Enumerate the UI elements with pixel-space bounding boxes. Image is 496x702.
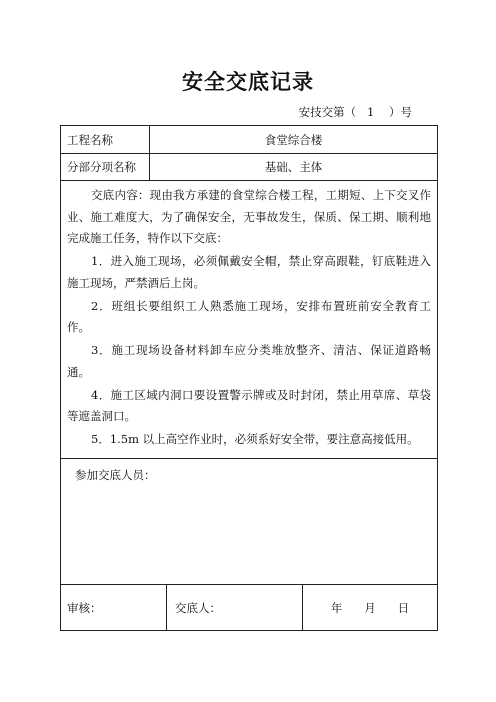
- content-intro: 交底内容：现由我方承建的食堂综合楼工程，工期短、上下交叉作业、施工难度大，为了确保安全，无事故发生，保质、保工期、顺利地完成施工任务，特作以下交底：: [67, 188, 431, 245]
- content-item-5: 5．1.5m 以上高空作业时，必须系好安全带，要注意高接低用。: [91, 432, 419, 446]
- content-row: [61, 181, 437, 459]
- disclosure-table: [60, 125, 438, 631]
- content-item-3: 3．施工现场设备材料卸车应分类堆放整齐、清洁、保证道路畅通。: [67, 343, 431, 379]
- content-item-1: 1．进入施工现场，必须佩戴安全帽，禁止穿高跟鞋，钉底鞋进入施工现场，严禁酒后上岗。: [67, 254, 431, 290]
- subproject-value: 基础、主体: [264, 160, 323, 174]
- project-name-label: 工程名称: [61, 126, 150, 153]
- attendees-label: 参加交底人员：: [75, 468, 156, 482]
- document-title: 安全交底记录: [182, 70, 314, 94]
- presenter-label: 交底人：: [167, 585, 303, 630]
- subproject-label: 分部分项名称: [61, 154, 150, 180]
- date-label: 年 月 日: [330, 600, 410, 615]
- content-text: [61, 181, 437, 452]
- content-item-2: 2．班组长要组织工人熟悉施工现场，安排布置班前安全教育工作。: [67, 298, 431, 334]
- footer-row: [61, 585, 437, 630]
- review-label: 审核：: [61, 585, 167, 630]
- attendees-row: [61, 459, 437, 585]
- subproject-row: [61, 154, 437, 181]
- content-item-4: 4．施工区域内洞口要设置警示牌或及时封闭，禁止用草席、草袋等遮盖洞口。: [67, 387, 431, 423]
- document-number: 安技交第（ 1 ）号: [298, 105, 412, 119]
- project-name-row: [61, 126, 437, 154]
- project-name-value: 食堂综合楼: [264, 132, 323, 147]
